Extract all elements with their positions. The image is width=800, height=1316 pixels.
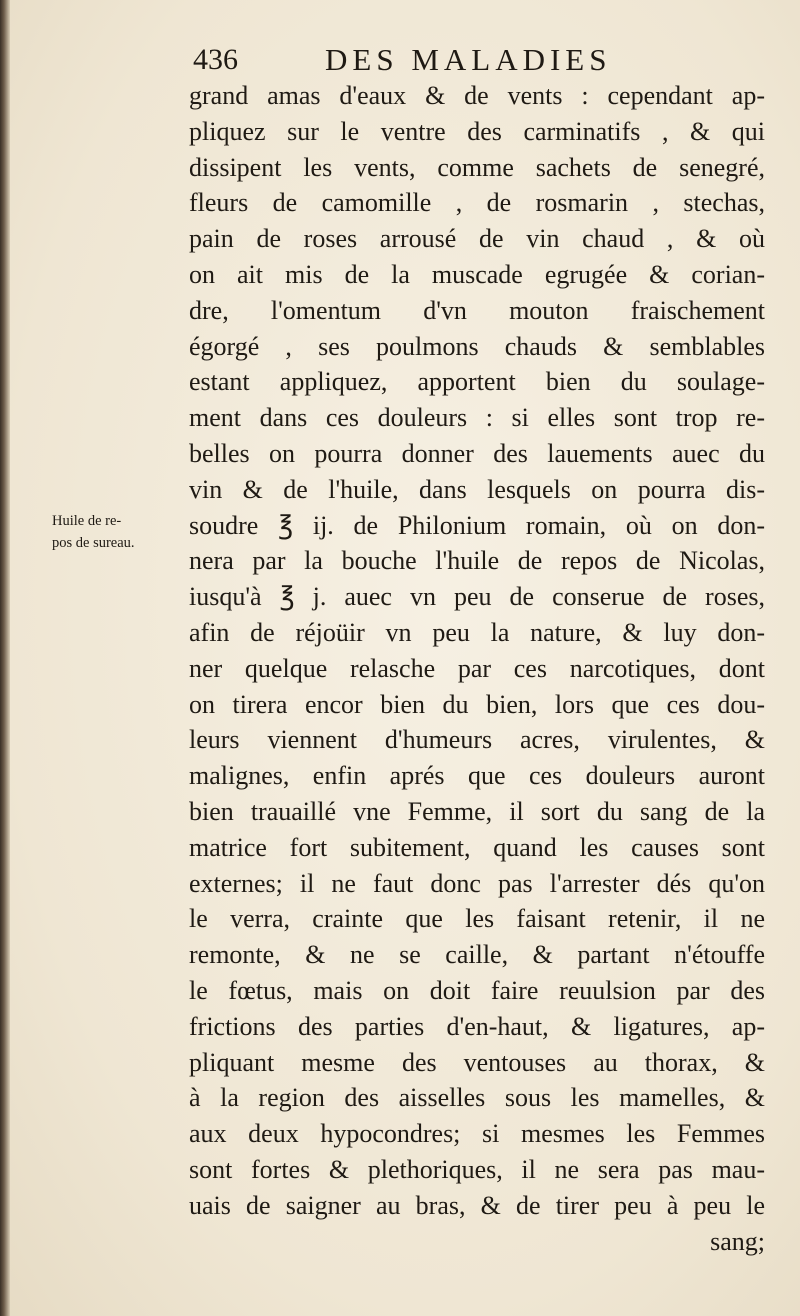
text-line: bien trauaillé vne Femme, il sort du sang de la [189,796,765,826]
text-line: égorgé , ses poulmons chauds & semblables [189,331,765,361]
text-line: le verra, crainte que les faisant retenir, il ne [189,904,765,934]
text-line: malignes, enfin aprés que ces douleurs auront [189,761,765,791]
page-header [193,40,753,80]
marginal-note-line: Huile de re- [52,513,122,529]
text-line: vin & de l'huile, dans lesquels on pourra dis- [189,474,765,504]
text-line: fleurs de camomille , de rosmarin , stechas, [189,188,765,218]
text-line: à la region des aisselles sous les mamelles, & [189,1083,765,1113]
text-line: leurs viennent d'humeurs acres, virulentes, & [189,725,765,755]
text-line: ner quelque relasche par ces narcotiques, dont [189,653,765,683]
marginal-note [52,510,182,554]
text-line: ment dans ces douleurs : si elles sont trop re- [189,403,765,433]
text-line: externes; il ne faut donc pas l'arrester dés qu'on [189,868,765,898]
text-line: dissipent les vents, comme sachets de senegré, [189,152,765,182]
body-text [189,78,765,1259]
text-line: sont fortes & plethoriques, il ne sera pas mau- [189,1154,765,1184]
text-line: grand amas d'eaux & de vents : cependant ap- [189,81,765,110]
text-line: pain de roses arrousé de vin chaud , & où [189,224,765,254]
text-line: nera par la bouche l'huile de repos de Nicolas, [189,546,765,576]
text-line: belles on pourra donner des lauements auec du [189,438,765,468]
marginal-note-line: pos de sureau. [52,535,135,551]
text-line: uais de saigner au bras, & de tirer peu à peu le [189,1190,765,1220]
text-line: remonte, & ne se caille, & partant n'étouffe [189,940,765,970]
text-line: sang; [710,1226,765,1256]
text-line: aux deux hypocondres; si mesmes les Femmes [189,1119,765,1149]
text-line: pliquant mesme des ventouses au thorax, & [189,1047,765,1077]
text-line: dre, l'omentum d'vn mouton fraischement [189,295,765,325]
text-line: matrice fort subitement, quand les causes sont [189,832,765,862]
text-line: afin de réjoüir vn peu la nature, & luy don- [189,617,765,647]
page-binding-edge [0,0,10,1316]
text-line: le fœtus, mais on doit faire reuulsion par des [189,975,765,1005]
running-title: DES MALADIES [325,42,612,77]
text-line: on tirera encor bien du bien, lors que ces dou- [189,689,765,719]
text-line: estant appliquez, apportent bien du soulage- [189,367,765,397]
text-line: pliquez sur le ventre des carminatifs , & qui [189,116,765,146]
text-line: iusqu'à ℥ j. auec vn peu de conserue de roses, [189,582,765,612]
page-number: 436 [193,43,238,76]
text-line: soudre ℥ ij. de Philonium romain, où on don- [189,510,765,540]
text-line: on ait mis de la muscade egrugée & corian- [189,259,765,289]
text-line: frictions des parties d'en-haut, & ligatures, ap- [189,1011,765,1041]
